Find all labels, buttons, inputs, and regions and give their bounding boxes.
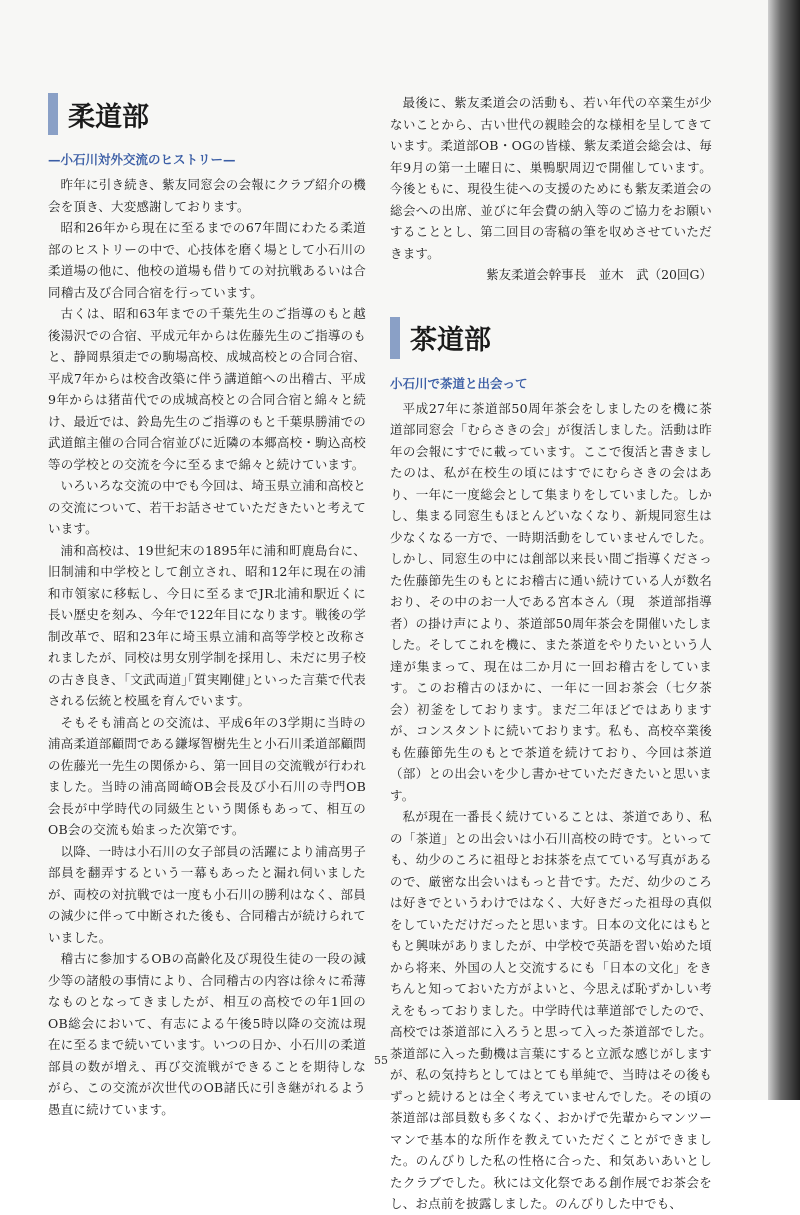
heading-bar-decoration bbox=[48, 93, 58, 135]
page-number: 55 bbox=[374, 1054, 388, 1067]
judo-paragraph: そもそも浦高との交流は、平成6年の3学期に当時の浦高柔道部顧問である鎌塚智樹先生と小石川柔道部顧問の佐藤光一先生の関係から、第一回目の交流戦が行われました。当時の浦高岡崎OB会長及び小石川の寺門OB会長が中学時代の同級生という関係もあって、相互のOB会の交流も始まった次第です。 bbox=[48, 714, 366, 837]
sado-title: 茶道部 bbox=[410, 325, 491, 356]
judo-paragraph-continued: 最後に、紫友柔道会の活動も、若い年代の卒業生が少ないことから、古い世代の親睦会的な様相を呈してきています。柔道部OB・OGの皆様、紫友柔道会総会は、毎年9月の第一土曜日に、巣鴨駅周辺で開催しています。今後ともに、現役生徒への支援のためにも紫友柔道会の総会への出席、並びに年会費の納入等のご協力をお願いすることとし、第二回目の寄稿の筆を収めさせていただきます。 bbox=[390, 95, 712, 261]
judo-paragraph: 以降、一時は小石川の女子部員の活躍により浦高男子部員を翻弄するという一幕もあったと漏れ伺いましたが、両校の対抗戦では一度も小石川の勝利はなく、部員の減少に伴って中断された後も、合同稽古が続けられていました。 bbox=[48, 843, 366, 945]
judo-subtitle: —小石川対外交流のヒストリー— bbox=[48, 152, 236, 167]
scan-page-edge bbox=[768, 0, 800, 1100]
judo-paragraph: 昨年に引き続き、紫友同窓会の会報にクラブ紹介の機会を頂き、大変感謝しております。 bbox=[48, 177, 366, 214]
judo-paragraph: 浦和高校は、19世紀末の1895年に浦和町鹿島台に、旧制浦和中学校として創立され、昭和12年に現在の浦和市領家に移転し、今日に至るまでJR北浦和駅近くに長い歴史を刻み、今年で122年目になります。戦後の学制改革で、昭和23年に埼玉県立浦和高等学校と改称されましたが、同校は男女別学制を採用し、未だに男子校の古き良き、｢文武両道｣｢質実剛健｣といった言葉で代表される伝統と校風を育んでいます。 bbox=[48, 542, 366, 708]
heading-bar-decoration bbox=[390, 317, 400, 359]
judo-paragraph: 古くは、昭和63年までの千葉先生のご指導のもと越後湯沢での合宿、平成元年からは佐藤先生のご指導のもと、静岡県須走での駒場高校、成城高校との合同合宿、平成7年からは校舎改築に伴う講道館への出稽古、平成9年からは猪苗代での成城高校との合同合宿と綿々と続け、最近では、鈴島先生のご指導のもと千葉県勝浦での武道館主催の合同合宿並びに近隣の本郷高校・駒込高校等の学校との交流を今に至るまで綿々と続けています。 bbox=[48, 306, 366, 472]
judo-paragraph: いろいろな交流の中でも今回は、埼玉県立浦和高校との交流について、若干お話させていただきたいと考えています。 bbox=[48, 478, 366, 536]
judo-paragraph: 昭和26年から現在に至るまでの67年間にわたる柔道部のヒストリーの中で、心技体を磨く場として小石川の柔道場の他に、他校の道場も借りての対抗戦あるいは合同稽古及び合同合宿を行っています。 bbox=[48, 220, 366, 300]
judo-paragraph: 稽古に参加するOBの高齢化及び現役生徒の一段の減少等の諸般の事情により、合同稽古の内容は徐々に希薄なものとなってきましたが、相互の高校での年1回のOB総会において、有志による午後5時以降の交流は現在に至るまで続いています。いつの日か、小石川の柔道部員の数が増え、再び交流戦ができることを期待しながら、この交流が次世代のOB諸氏に引き継がれるよう愚直に続けています。 bbox=[48, 951, 366, 1117]
right-column bbox=[390, 92, 712, 1215]
judo-signature: 紫友柔道会幹事長 並木 武（20回G） bbox=[486, 267, 712, 282]
sado-paragraph: 平成27年に茶道部50周年茶会をしましたのを機に茶道部同窓会「むらさきの会」が復活しました。活動は昨年の会報にすでに載っています。ここで復活と書きましたのは、私が在校生の頃にはすでにむらさきの会はあり、一年に一度総会として集まりをしていました。しかし、集まる同窓生もほとんどいなくなり、新規同窓生は少なくなる一方で、一時期活動をしていませんでした。しかし、同窓生の中には創部以来長い間ご指導くださった佐藤節先生のもとにお稽古に通い続けている人が数名おり、その中のお一人である宮本さん（現 茶道部指導者）の掛け声により、茶道部50周年茶会を開催いたしました。そしてこれを機に、また茶道をやりたいという人達が集まって、現在は二か月に一回お稽古をしています。このお稽古のほかに、一年に一回お茶会（七夕茶会）初釜をしております。まだ二年ほどではありますが、コンスタントに続いております。私も、高校卒業後も佐藤節先生のもとで茶道を続けており、今回は茶道（部）との出会いを少し書かせていただきたいと思います。 bbox=[390, 400, 712, 803]
judo-section-heading bbox=[48, 92, 366, 136]
left-column bbox=[48, 92, 366, 1120]
sado-paragraph: 私が現在一番長く続けていることは、茶道であり、私の「茶道」との出会いは小石川高校の時です。といっても、幼少のころに祖母とお抹茶を点てている写真があるので、厳密な出会いはもっと昔です。ただ、幼少のころは好きでというわけではなく、大好きだった祖母の真似をしていただけだったと思います。日本の文化にはもともと興味がありましたが、中学校で英語を習い始めた頃から将来、外国の人と交流するにも「日本の文化」をきちんと知っておいた方がよいと、今思えば恥ずかしい考えをもっておりました。中学時代は華道部でしたので、高校では茶道部に入ろうと思って入った茶道部でした。茶道部に入った動機は言葉にすると立派な感じがしますが、私の気持ちとしてはとても単純で、当時はその後もずっと続けるとは全く考えていませんでした。その頃の茶道部は部員数も多くなく、おかげで先輩からマンツーマンで基本的な所作を教えていただくことができました。のんびりした私の性格に合った、和気あいあいとしたクラブでした。秋には文化祭である創作展でお茶会をし、お点前を披露しました。のんびりした中でも、 bbox=[390, 809, 712, 1211]
judo-title: 柔道部 bbox=[68, 101, 149, 133]
sado-subtitle: 小石川で茶道と出会って bbox=[390, 375, 528, 391]
sado-section-heading bbox=[390, 316, 712, 360]
